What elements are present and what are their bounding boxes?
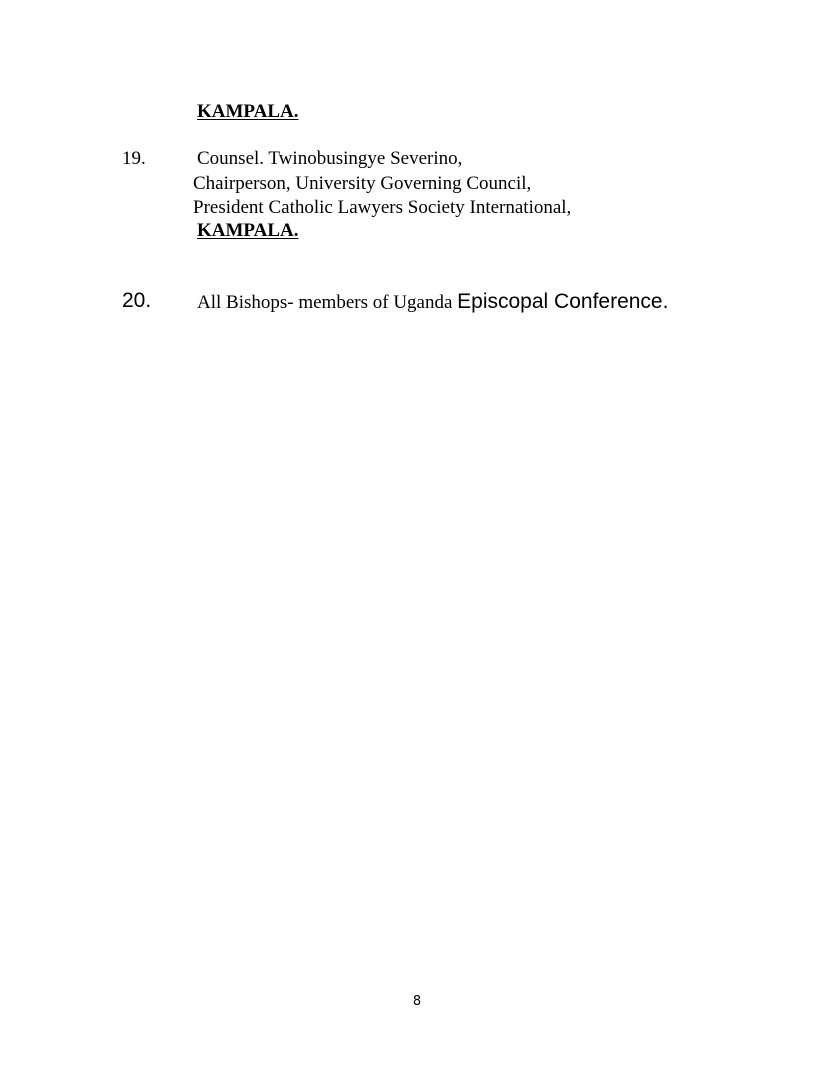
page-number: 8 — [412, 994, 422, 1009]
entry-19-line-3: President Catholic Lawyers Society International, — [193, 197, 572, 218]
entry-20-text-serif: All Bishops- members of Uganda — [197, 292, 458, 313]
entry-19-number: 19. — [122, 148, 146, 169]
entry-20-number: 20. — [122, 289, 152, 312]
entry-20-text — [197, 290, 668, 314]
entry-19-line-1: Counsel. Twinobusingye Severino, — [197, 148, 463, 169]
entry-19-line-2: Chairperson, University Governing Council, — [193, 173, 532, 194]
top-city-heading: KAMPALA. — [197, 101, 299, 122]
entry-20-text-sans: Episcopal Conference. — [457, 290, 669, 313]
entry-19-city: KAMPALA. — [197, 220, 299, 241]
